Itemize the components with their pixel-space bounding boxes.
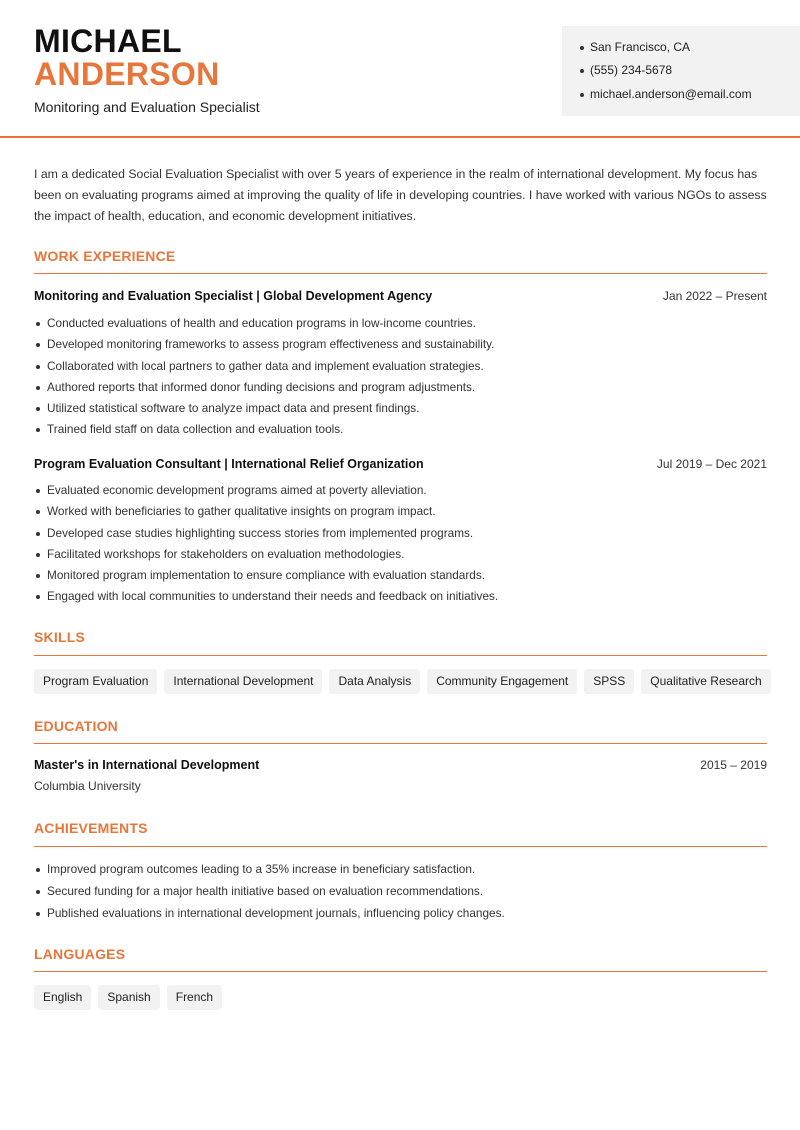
job-title: Monitoring and Evaluation Specialist: [34, 99, 260, 115]
last-name: ANDERSON: [34, 56, 220, 92]
contact-email: [580, 86, 752, 102]
list-item: Monitored program implementation to ensure compliance with evaluation standards.: [34, 567, 767, 588]
education-school: Columbia University: [34, 779, 141, 793]
language-chip: French: [167, 985, 222, 1010]
education-divider: [34, 743, 767, 744]
job-1-bullets: [34, 315, 767, 443]
languages-list: [34, 985, 222, 1010]
list-item: Published evaluations in international development journals, influencing policy changes.: [34, 905, 767, 927]
skill-chip: Data Analysis: [329, 669, 420, 694]
contact-location: [580, 39, 690, 55]
list-item: Developed case studies highlighting success stories from implemented programs.: [34, 525, 767, 546]
achievements-list: [34, 861, 767, 927]
skills-divider: [34, 655, 767, 656]
job-2-role: Program Evaluation Consultant | International Relief Organization: [34, 457, 424, 471]
resume-header: [0, 0, 800, 138]
list-item: Improved program outcomes leading to a 35% increase in beneficiary satisfaction.: [34, 861, 767, 883]
job-1-dates: Jan 2022 – Present: [662, 289, 767, 303]
contact-phone: [580, 62, 672, 78]
job-entry-2-header: [34, 457, 767, 475]
contact-email-text: michael.anderson@email.com: [590, 87, 752, 101]
list-item: Trained field staff on data collection and evaluation tools.: [34, 421, 767, 442]
skill-chip: SPSS: [584, 669, 634, 694]
list-item: Authored reports that informed donor funding decisions and program adjustments.: [34, 379, 767, 400]
list-item: Utilized statistical software to analyze impact data and present findings.: [34, 400, 767, 421]
list-item: Developed monitoring frameworks to assess program effectiveness and sustainability.: [34, 336, 767, 357]
summary-paragraph: I am a dedicated Social Evaluation Specialist with over 5 years of experience in the realm of international development. My focus has been on evaluating programs aimed at improving the quality of life in developing countries. I have worked with various NGOs to assess the impact of health, education, and economic development initiatives.: [34, 167, 767, 223]
job-entry-1-header: [34, 289, 767, 307]
list-item: Conducted evaluations of health and education programs in low-income countries.: [34, 315, 767, 336]
skills-list: [34, 669, 771, 694]
first-name: MICHAEL: [34, 23, 182, 59]
list-item: Facilitated workshops for stakeholders on evaluation methodologies.: [34, 546, 767, 567]
language-chip: Spanish: [98, 985, 159, 1010]
list-item: Worked with beneficiaries to gather qualitative insights on program impact.: [34, 503, 767, 524]
work-experience-divider: [34, 273, 767, 274]
skills-heading: SKILLS: [34, 629, 85, 645]
achievements-divider: [34, 846, 767, 847]
languages-heading: LANGUAGES: [34, 946, 126, 962]
contact-phone-text: (555) 234-5678: [590, 63, 673, 77]
language-chip: English: [34, 985, 91, 1010]
job-2-dates: Jul 2019 – Dec 2021: [656, 457, 767, 471]
education-dates: 2015 – 2019: [700, 758, 767, 772]
education-degree: Master's in International Development: [34, 758, 260, 772]
languages-divider: [34, 971, 767, 972]
contact-location-text: San Francisco, CA: [590, 40, 691, 54]
job-1-role: Monitoring and Evaluation Specialist | Global Development Agency: [34, 289, 433, 303]
list-item: Evaluated economic development programs aimed at poverty alleviation.: [34, 482, 767, 503]
work-experience-heading: WORK EXPERIENCE: [34, 248, 176, 264]
skill-chip: Qualitative Research: [641, 669, 770, 694]
education-heading: EDUCATION: [34, 718, 118, 734]
skill-chip: Program Evaluation: [34, 669, 157, 694]
contact-box: [562, 26, 800, 116]
list-item: Collaborated with local partners to gather data and implement evaluation strategies.: [34, 358, 767, 379]
skill-chip: Community Engagement: [427, 669, 577, 694]
list-item: Engaged with local communities to understand their needs and feedback on initiatives.: [34, 588, 767, 609]
skill-chip: International Development: [164, 669, 322, 694]
achievements-heading: ACHIEVEMENTS: [34, 820, 148, 836]
list-item: Secured funding for a major health initiative based on evaluation recommendations.: [34, 883, 767, 905]
job-2-bullets: [34, 482, 767, 610]
